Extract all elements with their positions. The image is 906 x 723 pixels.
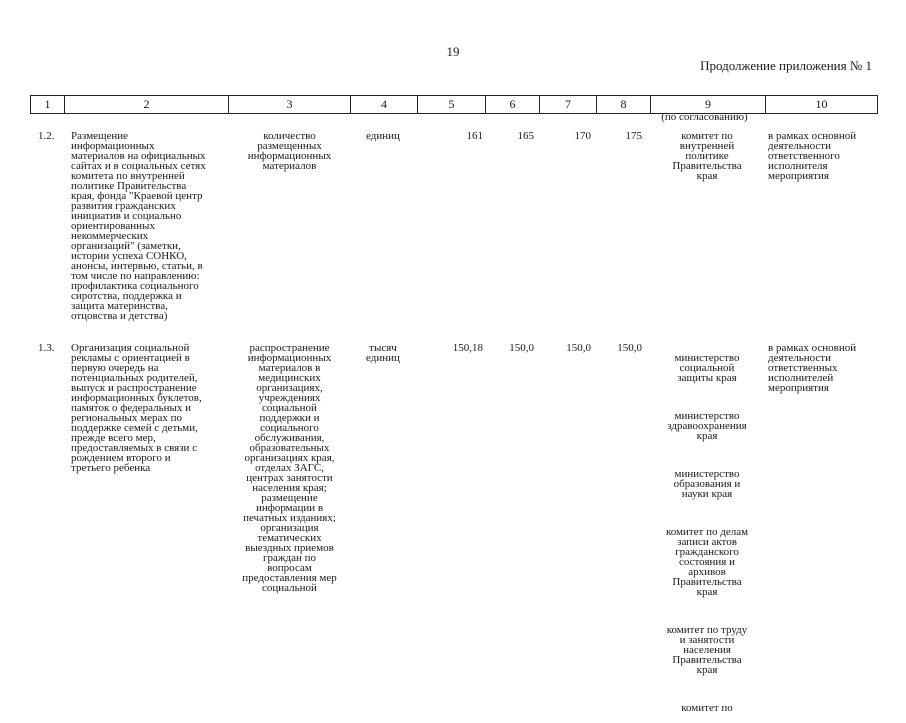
value-col-6: 165 [517, 130, 534, 142]
executor: министерство образования и науки края [673, 468, 741, 500]
header-cell-9: 9 [651, 96, 766, 114]
page-number: 19 [446, 44, 460, 59]
value-col-7: 150,0 [566, 342, 591, 354]
executor: комитет по внутренней политике Правительства края [672, 130, 742, 182]
unit: тысяч единиц [366, 342, 400, 364]
header-row [31, 96, 878, 114]
value-col-5: 150,18 [452, 342, 483, 354]
header-cell-8: 8 [597, 96, 651, 114]
executor: министерство социальной защиты края [674, 352, 740, 384]
executor: комитет по труду и занятости населения Правительства края [666, 624, 748, 676]
header-cell-7: 7 [540, 96, 597, 114]
note: в рамках основной деятельности ответственного исполнителя мероприятия [768, 130, 857, 182]
header-cell-5: 5 [418, 96, 486, 114]
indicator-name: распространение информационных материалов в медицинских организациях, учреждениях социальной поддержки и социального обслуживания, образовательных организациях края, отделах ЗАГС, центрах занятости населения края; размещение информации в печатных изданиях; организация тематических выездных приемов граждан по вопросам предоставления мер социальной [242, 342, 337, 594]
executor: комитет по делам записи актов гражданского состояния и архивов Правительства края [665, 526, 749, 598]
value-col-6: 150,0 [509, 342, 534, 354]
unit: единиц [366, 130, 400, 142]
row-number: 1.2. [38, 130, 55, 142]
continuation-label: Продолжение приложения № 1 [700, 58, 872, 73]
header-cell-4: 4 [351, 96, 418, 114]
executor: министерство здравоохранения края [667, 410, 747, 442]
indicator-name: количество размещенных информационных материалов [247, 130, 332, 172]
header-cell-6: 6 [486, 96, 540, 114]
value-col-8: 150,0 [617, 342, 642, 354]
measure-name: Размещение информационных материалов на официальных сайтах и в социальных сетях комитета по внутренней политике Правительства края, фонда "Краевой центр развития гражданских инициатив и социально ориентированных некоммерческих организаций" (заметки, истории успеха СОНКО, анонсы, интервью, статьи, в том числе по направлению: профилактика социального сиротства, поддержка и защита материнства, отцовства и детства) [71, 130, 206, 322]
row-number: 1.3. [38, 342, 55, 354]
executor-list [651, 343, 763, 723]
header-cell-3: 3 [229, 96, 351, 114]
value-col-5: 161 [466, 130, 483, 142]
header-cell-10: 10 [766, 96, 878, 114]
header-cell-2: 2 [65, 96, 229, 114]
value-col-8: 175 [625, 130, 642, 142]
header-cell-1: 1 [31, 96, 65, 114]
value-col-7: 170 [574, 130, 591, 142]
agreement-note: (по согласованию) [661, 111, 748, 123]
executor: комитет по [681, 702, 733, 714]
note: в рамках основной деятельности ответственных исполнителей мероприятия [768, 342, 857, 394]
measure-name: Организация социальной рекламы с ориентацией в первую очередь на потенциальных родителей, выпуск и распространение информационных буклетов, памяток о федеральных и региональных мерах по поддержке семей с детьми, прежде всего мер, предоставляемых в связи с рождением второго и третьего ребенка [71, 342, 202, 474]
